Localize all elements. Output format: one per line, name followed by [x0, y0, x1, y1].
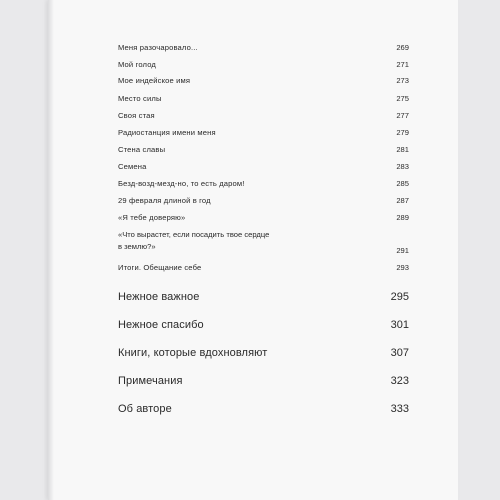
toc-entry	[118, 60, 409, 69]
toc-entry-title: Радиостанция имени меня	[118, 128, 216, 137]
toc-entry-page: 283	[396, 162, 409, 171]
toc-entry	[118, 162, 409, 171]
toc-section-title: Книги, которые вдохновляют	[118, 347, 268, 359]
toc-section-entry	[118, 403, 409, 415]
toc-entry-page: 285	[396, 179, 409, 188]
toc-entry-page: 269	[396, 43, 409, 52]
toc-entry-title: Стена славы	[118, 145, 166, 154]
toc-entry-page: 273	[396, 76, 409, 85]
toc-section-entry	[118, 319, 409, 331]
toc-entry-title: Меня разочаровало...	[118, 43, 198, 52]
toc-entry	[118, 196, 409, 205]
toc-section-entry	[118, 291, 409, 303]
toc-entry-page: 279	[396, 128, 409, 137]
toc-entry-title: Своя стая	[118, 111, 155, 120]
toc-entry-page: 287	[396, 196, 409, 205]
toc-entry-title: Мое индейское имя	[118, 76, 191, 85]
book-page	[48, 0, 458, 500]
toc-entry-page: 277	[396, 111, 409, 120]
toc-entry-title: Итоги. Обещание себе	[118, 263, 202, 272]
toc-entry	[118, 76, 409, 85]
toc-entry-title-line-1: «Что вырастет, если посадить твое сердце	[118, 230, 270, 239]
toc-section-title: Нежное спасибо	[118, 319, 204, 331]
toc-entry-page: 289	[396, 213, 409, 222]
toc-section-page: 295	[390, 291, 409, 303]
toc-entry	[118, 213, 409, 222]
toc-entry	[118, 145, 409, 154]
toc-entry-title: 29 февраля длиной в год	[118, 196, 211, 205]
toc-section-entry	[118, 375, 409, 387]
toc-entry	[118, 43, 409, 52]
toc-entry	[118, 229, 409, 255]
toc-section-entry	[118, 347, 409, 359]
toc-section-title: Примечания	[118, 375, 183, 387]
toc-section-title: Нежное важное	[118, 291, 200, 303]
toc-section-page: 333	[390, 403, 409, 415]
toc-entry-page: 271	[396, 60, 409, 69]
toc-section-page: 301	[390, 319, 409, 331]
toc-entry-page: 281	[396, 145, 409, 154]
toc-entry-title: Семена	[118, 162, 147, 171]
toc-entry-page: 293	[396, 263, 409, 272]
toc-entry	[118, 111, 409, 120]
toc-entry-title-line-2: в землю?»	[118, 242, 156, 251]
toc-entry-title: Безд-возд-мезд-но, то есть даром!	[118, 179, 245, 188]
toc-entry	[118, 94, 409, 103]
toc-entry	[118, 179, 409, 188]
toc-entry-page: 291	[396, 246, 409, 255]
toc-entry-title: «Я тебе доверяю»	[118, 213, 186, 222]
toc-entry-page: 275	[396, 94, 409, 103]
toc-entry-title: Место силы	[118, 94, 162, 103]
toc-section-page: 307	[390, 347, 409, 359]
toc-entry	[118, 263, 409, 272]
toc-section-title: Об авторе	[118, 403, 172, 415]
toc-entry-title: Мой голод	[118, 60, 156, 69]
toc-section-page: 323	[390, 375, 409, 387]
toc-entry	[118, 128, 409, 137]
